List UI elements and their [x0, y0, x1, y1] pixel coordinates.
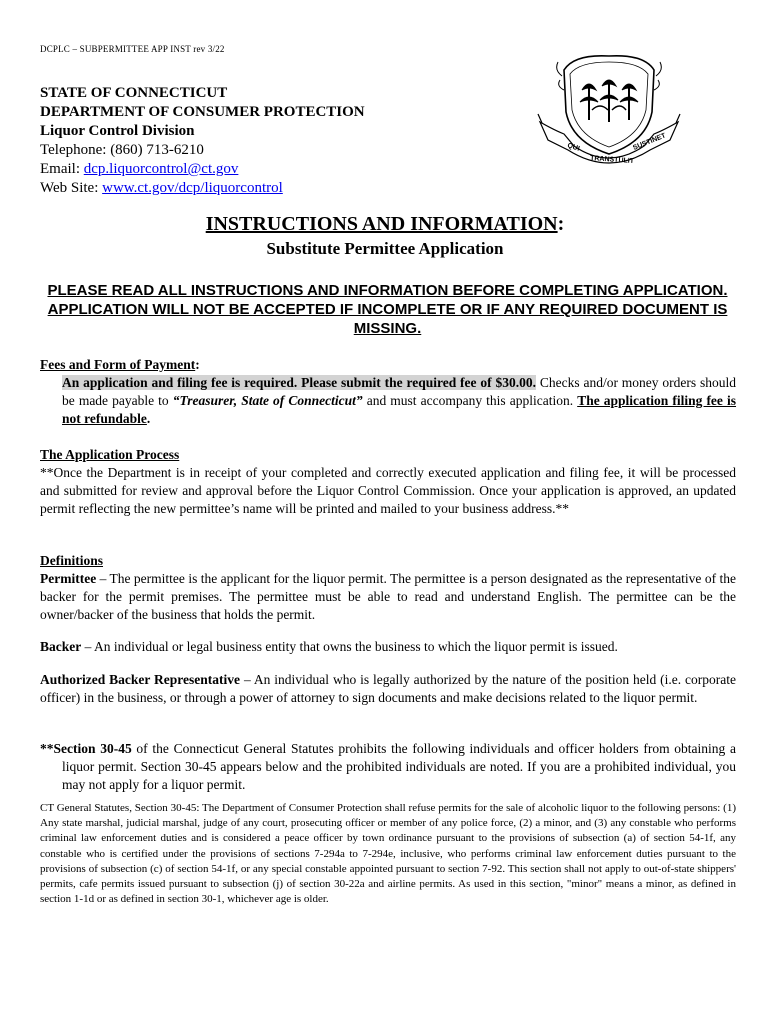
section-term: Section 30-45: [53, 741, 132, 756]
fees-period: .: [146, 411, 151, 426]
telephone-label: Telephone:: [40, 142, 111, 158]
section-prefix: **: [40, 741, 54, 756]
fees-text-2: and must accompany this application.: [362, 393, 578, 408]
svg-text:SUSTINET: SUSTINET: [632, 132, 667, 152]
title-colon: :: [557, 213, 565, 235]
svg-text:QUI: QUI: [566, 142, 581, 153]
warning-notice: PLEASE READ ALL INSTRUCTIONS AND INFORMATION BEFORE COMPLETING APPLICATION. APPLICATION WILL NOT BE ACCEPTED IF INCOMPLETE OR IF ANY REQUIRED DOCUMENT IS MISSING.: [47, 282, 728, 337]
section-30-45-notice: [40, 740, 736, 794]
process-text: **Once the Department is in receipt of your completed and correctly executed application and filing fee, it will be processed and submitted for review and approval before the Liquor Control Commission. Once your application is approved, an updated permit reflecting the new permittee’s name will be printed and mailed to your business address.**: [40, 465, 736, 516]
state-name: STATE OF CONNECTICUT: [40, 85, 228, 101]
fees-heading-colon: :: [195, 357, 200, 372]
website-label: Web Site:: [40, 180, 103, 196]
fees-section: [40, 356, 736, 428]
definition-authorized-backer-rep: [40, 671, 736, 707]
telephone-number: (860) 713-6210: [110, 142, 204, 158]
telephone-line: [40, 141, 365, 160]
division-name: Liquor Control Division: [40, 123, 195, 139]
fees-text-1: Checks and/or money orders should be made payable to: [62, 375, 736, 408]
permittee-term: Permittee: [40, 571, 97, 586]
fees-body: [40, 374, 736, 428]
page-subtitle: Substitute Permittee Application: [266, 239, 504, 258]
abr-term: Authorized Backer Representative: [40, 672, 241, 687]
statute-text: CT General Statutes, Section 30-45: The Department of Consumer Protection shall refuse permits for the sale of alcoholic liquor to the following persons: (1) Any state marshal, judicial marshal, judge of any court, prosecuting officer or member of any police force, (2) a minor, and (3) any constable who performs criminal law enforcement duties and is considered a peace officer by town ordinance pursuant to the provisions of subsection (a) of section 54-1f, any constable who is certified under the provisions of sections 7-294a to 7-294e, inclusive, who performs criminal law enforcement duties pursuant to the provisions of subsection (c) of section 54-1f, or any special constable appointed pursuant to section 7-92. This section shall not apply to out-of-state shippers' permits, cafe permits issued pursuant to subsection (j) of section 30-22a and airline permits. As used in this section, "minor" means a minor, as defined in section 1-1d or as defined in section 30-1, whichever age is older.: [40, 802, 736, 906]
email-link[interactable]: dcp.liquorcontrol@ct.gov: [83, 161, 239, 177]
page-title: [0, 213, 770, 236]
fees-nonrefundable: The application filing fee is not refundable: [62, 393, 737, 426]
fees-heading: Fees and Form of Payment: [40, 357, 196, 372]
backer-text: – An individual or legal business entity that owns the business to which the liquor permit is issued.: [81, 639, 618, 654]
agency-block: [40, 84, 365, 198]
website-line: [40, 179, 365, 198]
process-heading: The Application Process: [40, 447, 180, 462]
title-main: INSTRUCTIONS AND INFORMATION: [205, 213, 558, 235]
application-process-section: [40, 446, 736, 518]
section-text: of the Connecticut General Statutes prohibits the following individuals and officer holders from obtaining a liquor permit. Section 30-45 appears below and the prohibited individuals are noted. If you are a prohibited individual, you may not apply for a liquor permit.: [62, 741, 736, 792]
website-link[interactable]: www.ct.gov/dcp/liquorcontrol: [102, 180, 283, 196]
abr-text: – An individual who is legally authorized by the nature of the position held (i.e. corporate officer) in the business, or through a power of attorney to sign documents and make decisions related to the liquor permit.: [40, 672, 736, 705]
definitions-heading: Definitions: [40, 553, 104, 568]
email-label: Email:: [40, 161, 84, 177]
fee-highlight: An application and filing fee is required. Please submit the required fee of $30.00.: [62, 375, 536, 390]
permittee-text: – The permittee is the applicant for the liquor permit. The permittee is a person designated as the representative of the backer for the permit premises. The permittee must be able to read and understand English. The permittee can be the owner/backer of the business that holds the permit.: [40, 571, 736, 622]
definition-permittee: [40, 570, 736, 624]
form-code: DCPLC – SUBPERMITTEE APP INST rev 3/22: [40, 44, 225, 54]
email-line: [40, 160, 365, 179]
fees-payee: “Treasurer, State of Connecticut”: [172, 393, 363, 408]
backer-term: Backer: [40, 639, 82, 654]
department-name: DEPARTMENT OF CONSUMER PROTECTION: [40, 104, 365, 120]
connecticut-seal-icon: [534, 50, 684, 168]
svg-text:TRANSTULIT: TRANSTULIT: [589, 155, 635, 166]
definition-backer: [40, 638, 736, 656]
definitions-section: [40, 552, 736, 624]
